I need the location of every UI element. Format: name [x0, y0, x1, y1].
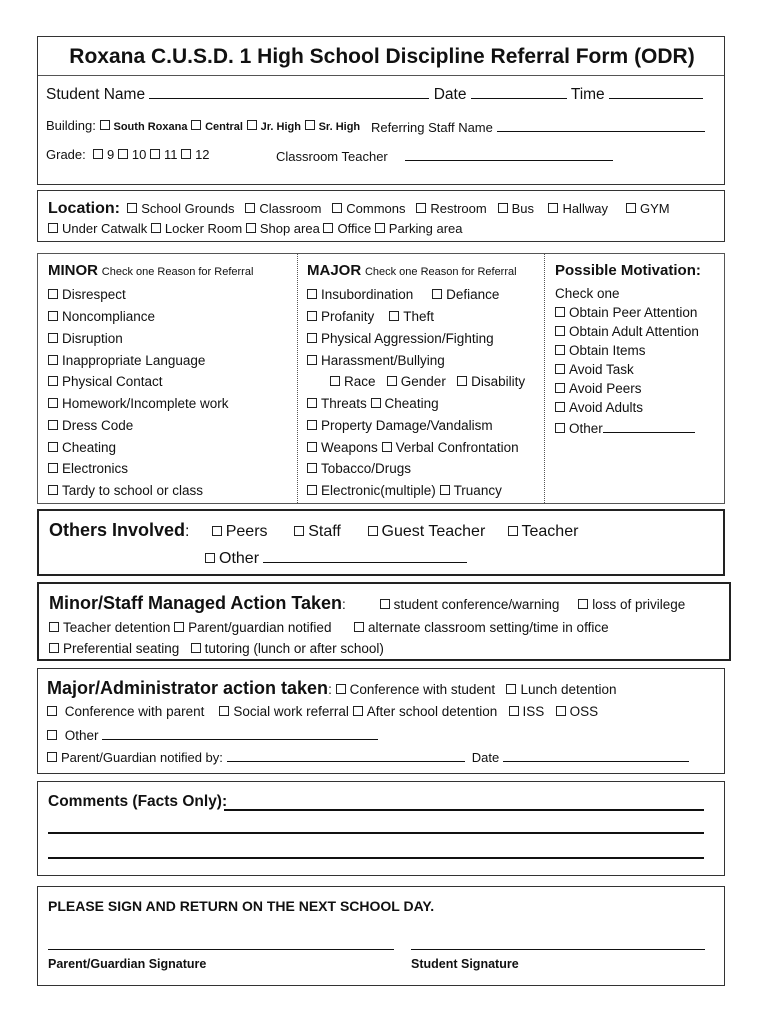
- checkbox[interactable]: [48, 333, 58, 343]
- comments-line-2[interactable]: [48, 832, 704, 834]
- location-row-2: [48, 221, 463, 237]
- motivation-item: [555, 343, 646, 359]
- location-classroom-label: Classroom: [259, 201, 322, 216]
- location-shop-area-checkbox[interactable]: [246, 223, 256, 233]
- location-section: [37, 190, 725, 242]
- others-other-label: Other: [219, 550, 260, 567]
- motivation-heading: Possible Motivation:: [555, 262, 701, 279]
- sign-instruction: PLEASE SIGN AND RETURN ON THE NEXT SCHOOL DAY.: [48, 898, 435, 914]
- building-central-checkbox[interactable]: [191, 120, 201, 130]
- major-item: [307, 483, 502, 499]
- location-hallway-label: Hallway: [562, 201, 608, 216]
- location-locker-room-label: Locker Room: [164, 221, 243, 236]
- others-staff-label: Staff: [308, 523, 341, 540]
- minor-item: [48, 353, 205, 369]
- parent-signature-line[interactable]: [48, 949, 394, 950]
- others-peers-checkbox[interactable]: [212, 526, 222, 536]
- classroom-teacher-row: [276, 147, 613, 165]
- checkbox[interactable]: [307, 355, 317, 365]
- minor-item: [48, 440, 116, 456]
- motivation-item: [555, 400, 643, 416]
- checkbox[interactable]: [556, 706, 566, 716]
- checkbox[interactable]: [555, 307, 565, 317]
- major-heading: [307, 263, 517, 280]
- location-restroom-checkbox[interactable]: [416, 203, 426, 213]
- others-row-1: [49, 521, 578, 541]
- building-sr-high-checkbox[interactable]: [305, 120, 315, 130]
- checkbox[interactable]: [47, 706, 57, 716]
- location-shop-area-label: Shop area: [259, 221, 320, 236]
- grade-11-label: 11: [163, 147, 178, 162]
- checkbox[interactable]: [48, 398, 58, 408]
- checkbox[interactable]: [371, 398, 381, 408]
- grade-12-checkbox[interactable]: [181, 149, 191, 159]
- major-item: [330, 374, 525, 390]
- grade-12-label: 12: [195, 147, 210, 162]
- location-gym-label: GYM: [640, 201, 670, 216]
- checkbox[interactable]: [509, 706, 519, 716]
- checkbox[interactable]: [432, 289, 442, 299]
- minor-item-label: Electronics: [62, 461, 129, 476]
- checkbox[interactable]: [307, 442, 317, 452]
- student-name-row: [46, 85, 703, 103]
- motivation-item-label: Other: [569, 421, 603, 436]
- checkbox[interactable]: [219, 706, 229, 716]
- others-row-2: [205, 549, 467, 568]
- building-row: [46, 118, 360, 135]
- column-divider: [297, 254, 298, 503]
- location-office-checkbox[interactable]: [323, 223, 333, 233]
- minor-item-label: Cheating: [62, 440, 117, 455]
- location-school-grounds-label: School Grounds: [141, 201, 235, 216]
- major-action-label: Major/Administrator action taken: [47, 678, 329, 698]
- location-commons-checkbox[interactable]: [332, 203, 342, 213]
- major-action-lunch-label: Lunch detention: [520, 682, 617, 697]
- parent-signature-label: Parent/Guardian Signature: [48, 957, 207, 971]
- major-defiance-label: Defiance: [446, 287, 500, 302]
- minor-action-seating-label: Preferential seating: [63, 641, 180, 656]
- checkbox[interactable]: [555, 345, 565, 355]
- major-item: [307, 353, 445, 369]
- minor-action-conference-label: student conference/warning: [393, 597, 560, 612]
- major-property-label: Property Damage/Vandalism: [321, 418, 493, 433]
- time-field[interactable]: [609, 85, 703, 99]
- minor-item-label: Disrespect: [62, 287, 126, 302]
- checkbox[interactable]: [389, 311, 399, 321]
- checkbox[interactable]: [457, 376, 467, 386]
- checkbox[interactable]: [174, 622, 184, 632]
- minor-action-label: Minor/Staff Managed Action Taken: [49, 593, 343, 613]
- major-tobacco-label: Tobacco/Drugs: [321, 461, 412, 476]
- others-colon: :: [185, 523, 190, 540]
- motivation-item-label: Obtain Items: [569, 343, 646, 358]
- major-heading-title: MAJOR: [307, 262, 362, 279]
- classroom-teacher-label: Classroom Teacher: [276, 149, 388, 164]
- location-commons-label: Commons: [346, 201, 406, 216]
- major-action-iss-label: ISS: [522, 704, 545, 719]
- referring-staff-row: [371, 118, 705, 136]
- minor-action-row-3: [49, 641, 384, 657]
- checkbox[interactable]: [380, 599, 390, 609]
- comments-label: Comments (Facts Only):: [48, 793, 228, 810]
- checkbox[interactable]: [48, 463, 58, 473]
- checkbox[interactable]: [307, 485, 317, 495]
- minor-item-label: Disruption: [62, 331, 123, 346]
- minor-heading-note: Check one Reason for Referral: [101, 266, 254, 278]
- motivation-item-label: Avoid Peers: [569, 381, 642, 396]
- location-restroom-label: Restroom: [430, 201, 487, 216]
- major-action-other-label: Other: [64, 728, 99, 743]
- date-field[interactable]: [471, 85, 567, 99]
- grade-9-checkbox[interactable]: [93, 149, 103, 159]
- major-action-oss-label: OSS: [569, 704, 599, 719]
- checkbox[interactable]: [48, 420, 58, 430]
- minor-item: [48, 331, 123, 347]
- major-item: [307, 440, 519, 456]
- minor-heading-title: MINOR: [48, 262, 98, 279]
- major-insubordination-label: Insubordination: [321, 287, 414, 302]
- checkbox[interactable]: [47, 730, 57, 740]
- checkbox[interactable]: [48, 376, 58, 386]
- title-divider: [38, 75, 724, 76]
- motivation-item-label: Avoid Task: [569, 362, 634, 377]
- comments-line-1[interactable]: [224, 809, 704, 811]
- major-truancy-label: Truancy: [453, 483, 502, 498]
- motivation-item: [555, 324, 699, 340]
- major-physical-label: Physical Aggression/Fighting: [321, 331, 494, 346]
- grade-10-checkbox[interactable]: [118, 149, 128, 159]
- building-label: Building:: [46, 118, 96, 133]
- student-name-field[interactable]: [149, 85, 429, 99]
- major-threats-label: Threats: [321, 396, 367, 411]
- form-title: Roxana C.U.S.D. 1 High School Discipline Referral Form (ODR): [69, 45, 695, 68]
- grade-label: Grade:: [46, 147, 86, 162]
- major-verbal-label: Verbal Confrontation: [395, 440, 519, 455]
- motivation-item-label: Obtain Adult Attention: [569, 324, 699, 339]
- others-teacher-checkbox[interactable]: [508, 526, 518, 536]
- checkbox[interactable]: [307, 333, 317, 343]
- major-item: [307, 309, 434, 325]
- major-theft-label: Theft: [403, 309, 435, 324]
- minor-heading: [48, 263, 253, 280]
- checkbox[interactable]: [555, 402, 565, 412]
- checkbox[interactable]: [330, 376, 340, 386]
- minor-item-label: Inappropriate Language: [62, 353, 206, 368]
- major-action-conf-student-label: Conference with student: [349, 682, 496, 697]
- others-label: Others Involved: [49, 520, 186, 540]
- major-item: [307, 396, 439, 412]
- checkbox[interactable]: [440, 485, 450, 495]
- checkbox[interactable]: [48, 289, 58, 299]
- major-action-date-field[interactable]: [503, 748, 689, 762]
- major-profanity-label: Profanity: [321, 309, 375, 324]
- checkbox[interactable]: [506, 684, 516, 694]
- checkbox[interactable]: [49, 643, 59, 653]
- location-office-label: Office: [337, 221, 372, 236]
- motivation-note: Check one: [555, 286, 620, 301]
- minor-item: [48, 287, 126, 303]
- checkbox[interactable]: [307, 463, 317, 473]
- checkbox[interactable]: [555, 383, 565, 393]
- student-name-label: Student Name: [46, 86, 146, 103]
- minor-action-parent-label: Parent/guardian notified: [188, 620, 332, 635]
- major-action-social-label: Social work referral: [233, 704, 349, 719]
- minor-item-label: Noncompliance: [62, 309, 156, 324]
- checkbox[interactable]: [307, 311, 317, 321]
- minor-action-detention-label: Teacher detention: [63, 620, 171, 635]
- comments-line-3[interactable]: [48, 857, 704, 859]
- checkbox[interactable]: [307, 289, 317, 299]
- minor-item-label: Physical Contact: [62, 374, 163, 389]
- others-teacher-label: Teacher: [521, 523, 579, 540]
- others-section: [37, 509, 725, 576]
- motivation-other-field[interactable]: [603, 419, 695, 433]
- building-south-roxana-checkbox[interactable]: [100, 120, 110, 130]
- location-gym-checkbox[interactable]: [626, 203, 636, 213]
- building-sr-high-label: Sr. High: [318, 121, 361, 133]
- location-under-catwalk-checkbox[interactable]: [48, 223, 58, 233]
- reasons-section: [37, 253, 725, 504]
- grade-11-checkbox[interactable]: [150, 149, 160, 159]
- checkbox[interactable]: [48, 355, 58, 365]
- minor-item-label: Homework/Incomplete work: [62, 396, 229, 411]
- major-action-colon: :: [328, 682, 332, 697]
- major-action-date-label: Date: [471, 750, 500, 765]
- major-action-other-field[interactable]: [102, 726, 378, 740]
- minor-action-privilege-label: loss of privilege: [592, 597, 686, 612]
- major-weapons-label: Weapons: [321, 440, 378, 455]
- major-electronic-label: Electronic(multiple): [321, 483, 436, 498]
- minor-item: [48, 396, 229, 412]
- building-south-roxana-label: South Roxana: [113, 121, 188, 133]
- comments-section: [37, 781, 725, 876]
- major-action-conf-parent-label: Conference with parent: [64, 704, 205, 719]
- signature-section: [37, 886, 725, 986]
- others-guest-teacher-checkbox[interactable]: [368, 526, 378, 536]
- major-action-notified-field[interactable]: [227, 748, 465, 762]
- motivation-item: [555, 362, 634, 378]
- date-label: Date: [433, 86, 467, 103]
- major-harassment-label: Harassment/Bullying: [321, 353, 445, 368]
- major-action-after-label: After school detention: [366, 704, 498, 719]
- checkbox[interactable]: [48, 485, 58, 495]
- major-item: [307, 418, 493, 434]
- motivation-item: [555, 419, 695, 437]
- checkbox[interactable]: [336, 684, 346, 694]
- others-other-field[interactable]: [263, 549, 467, 563]
- motivation-item: [555, 381, 642, 397]
- building-jr-high-label: Jr. High: [260, 121, 301, 133]
- major-action-section: [37, 668, 725, 774]
- checkbox[interactable]: [307, 398, 317, 408]
- checkbox[interactable]: [48, 442, 58, 452]
- location-locker-room-checkbox[interactable]: [151, 223, 161, 233]
- minor-action-tutoring-label: tutoring (lunch or after school): [204, 641, 384, 656]
- minor-action-row-1: [49, 594, 685, 614]
- location-parking-area-checkbox[interactable]: [375, 223, 385, 233]
- major-cheating-label: Cheating: [384, 396, 439, 411]
- location-school-grounds-checkbox[interactable]: [127, 203, 137, 213]
- major-disability-label: Disability: [471, 374, 526, 389]
- checkbox[interactable]: [48, 311, 58, 321]
- major-heading-note: Check one Reason for Referral: [364, 266, 517, 278]
- motivation-item-label: Avoid Adults: [569, 400, 644, 415]
- referring-staff-field[interactable]: [497, 118, 705, 132]
- motivation-item: [555, 305, 697, 321]
- building-central-label: Central: [205, 121, 243, 133]
- location-label: Location:: [48, 200, 120, 217]
- location-classroom-checkbox[interactable]: [245, 203, 255, 213]
- header-section: [37, 36, 725, 185]
- major-action-row-2: [47, 704, 598, 720]
- major-gender-label: Gender: [400, 374, 446, 389]
- minor-item-label: Tardy to school or class: [62, 483, 204, 498]
- others-staff-checkbox[interactable]: [294, 526, 304, 536]
- minor-action-section: [37, 582, 731, 661]
- minor-item: [48, 374, 163, 390]
- classroom-teacher-field[interactable]: [405, 147, 613, 161]
- major-race-label: Race: [344, 374, 376, 389]
- checkbox[interactable]: [353, 706, 363, 716]
- checkbox[interactable]: [382, 442, 392, 452]
- location-bus-label: Bus: [511, 201, 534, 216]
- others-other-checkbox[interactable]: [205, 553, 215, 563]
- checkbox[interactable]: [387, 376, 397, 386]
- referring-staff-label: Referring Staff Name: [371, 120, 493, 135]
- minor-action-row-2: [49, 620, 609, 636]
- student-signature-label: Student Signature: [411, 957, 519, 971]
- location-under-catwalk-label: Under Catwalk: [62, 221, 148, 236]
- minor-item: [48, 461, 128, 477]
- checkbox[interactable]: [578, 599, 588, 609]
- building-jr-high-checkbox[interactable]: [247, 120, 257, 130]
- others-peers-label: Peers: [225, 523, 268, 540]
- time-label: Time: [570, 86, 605, 103]
- grade-row: [46, 147, 210, 163]
- student-signature-line[interactable]: [411, 949, 705, 950]
- minor-action-alternate-label: alternate classroom setting/time in office: [367, 620, 609, 635]
- location-hallway-checkbox[interactable]: [548, 203, 558, 213]
- others-guest-teacher-label: Guest Teacher: [381, 523, 486, 540]
- checkbox[interactable]: [555, 326, 565, 336]
- minor-item: [48, 418, 133, 434]
- major-action-notified-label: Parent/Guardian notified by:: [61, 750, 223, 765]
- checkbox[interactable]: [555, 423, 565, 433]
- major-item: [307, 461, 411, 477]
- checkbox[interactable]: [307, 420, 317, 430]
- major-action-row-3: [47, 726, 378, 744]
- checkbox[interactable]: [47, 752, 57, 762]
- major-item: [307, 287, 499, 303]
- location-row-1: [48, 201, 670, 217]
- location-bus-checkbox[interactable]: [498, 203, 508, 213]
- major-action-row-1: [47, 679, 617, 699]
- minor-item: [48, 309, 155, 325]
- location-parking-area-label: Parking area: [388, 221, 463, 236]
- minor-action-colon: :: [342, 597, 346, 612]
- motivation-item-label: Obtain Peer Attention: [569, 305, 698, 320]
- checkbox[interactable]: [354, 622, 364, 632]
- grade-9-label: 9: [106, 147, 115, 162]
- column-divider: [544, 254, 545, 503]
- checkbox[interactable]: [49, 622, 59, 632]
- major-action-row-4: [47, 748, 689, 766]
- grade-10-label: 10: [131, 147, 147, 162]
- checkbox[interactable]: [191, 643, 201, 653]
- checkbox[interactable]: [555, 364, 565, 374]
- minor-item-label: Dress Code: [62, 418, 134, 433]
- major-item: [307, 331, 494, 347]
- minor-item: [48, 483, 203, 499]
